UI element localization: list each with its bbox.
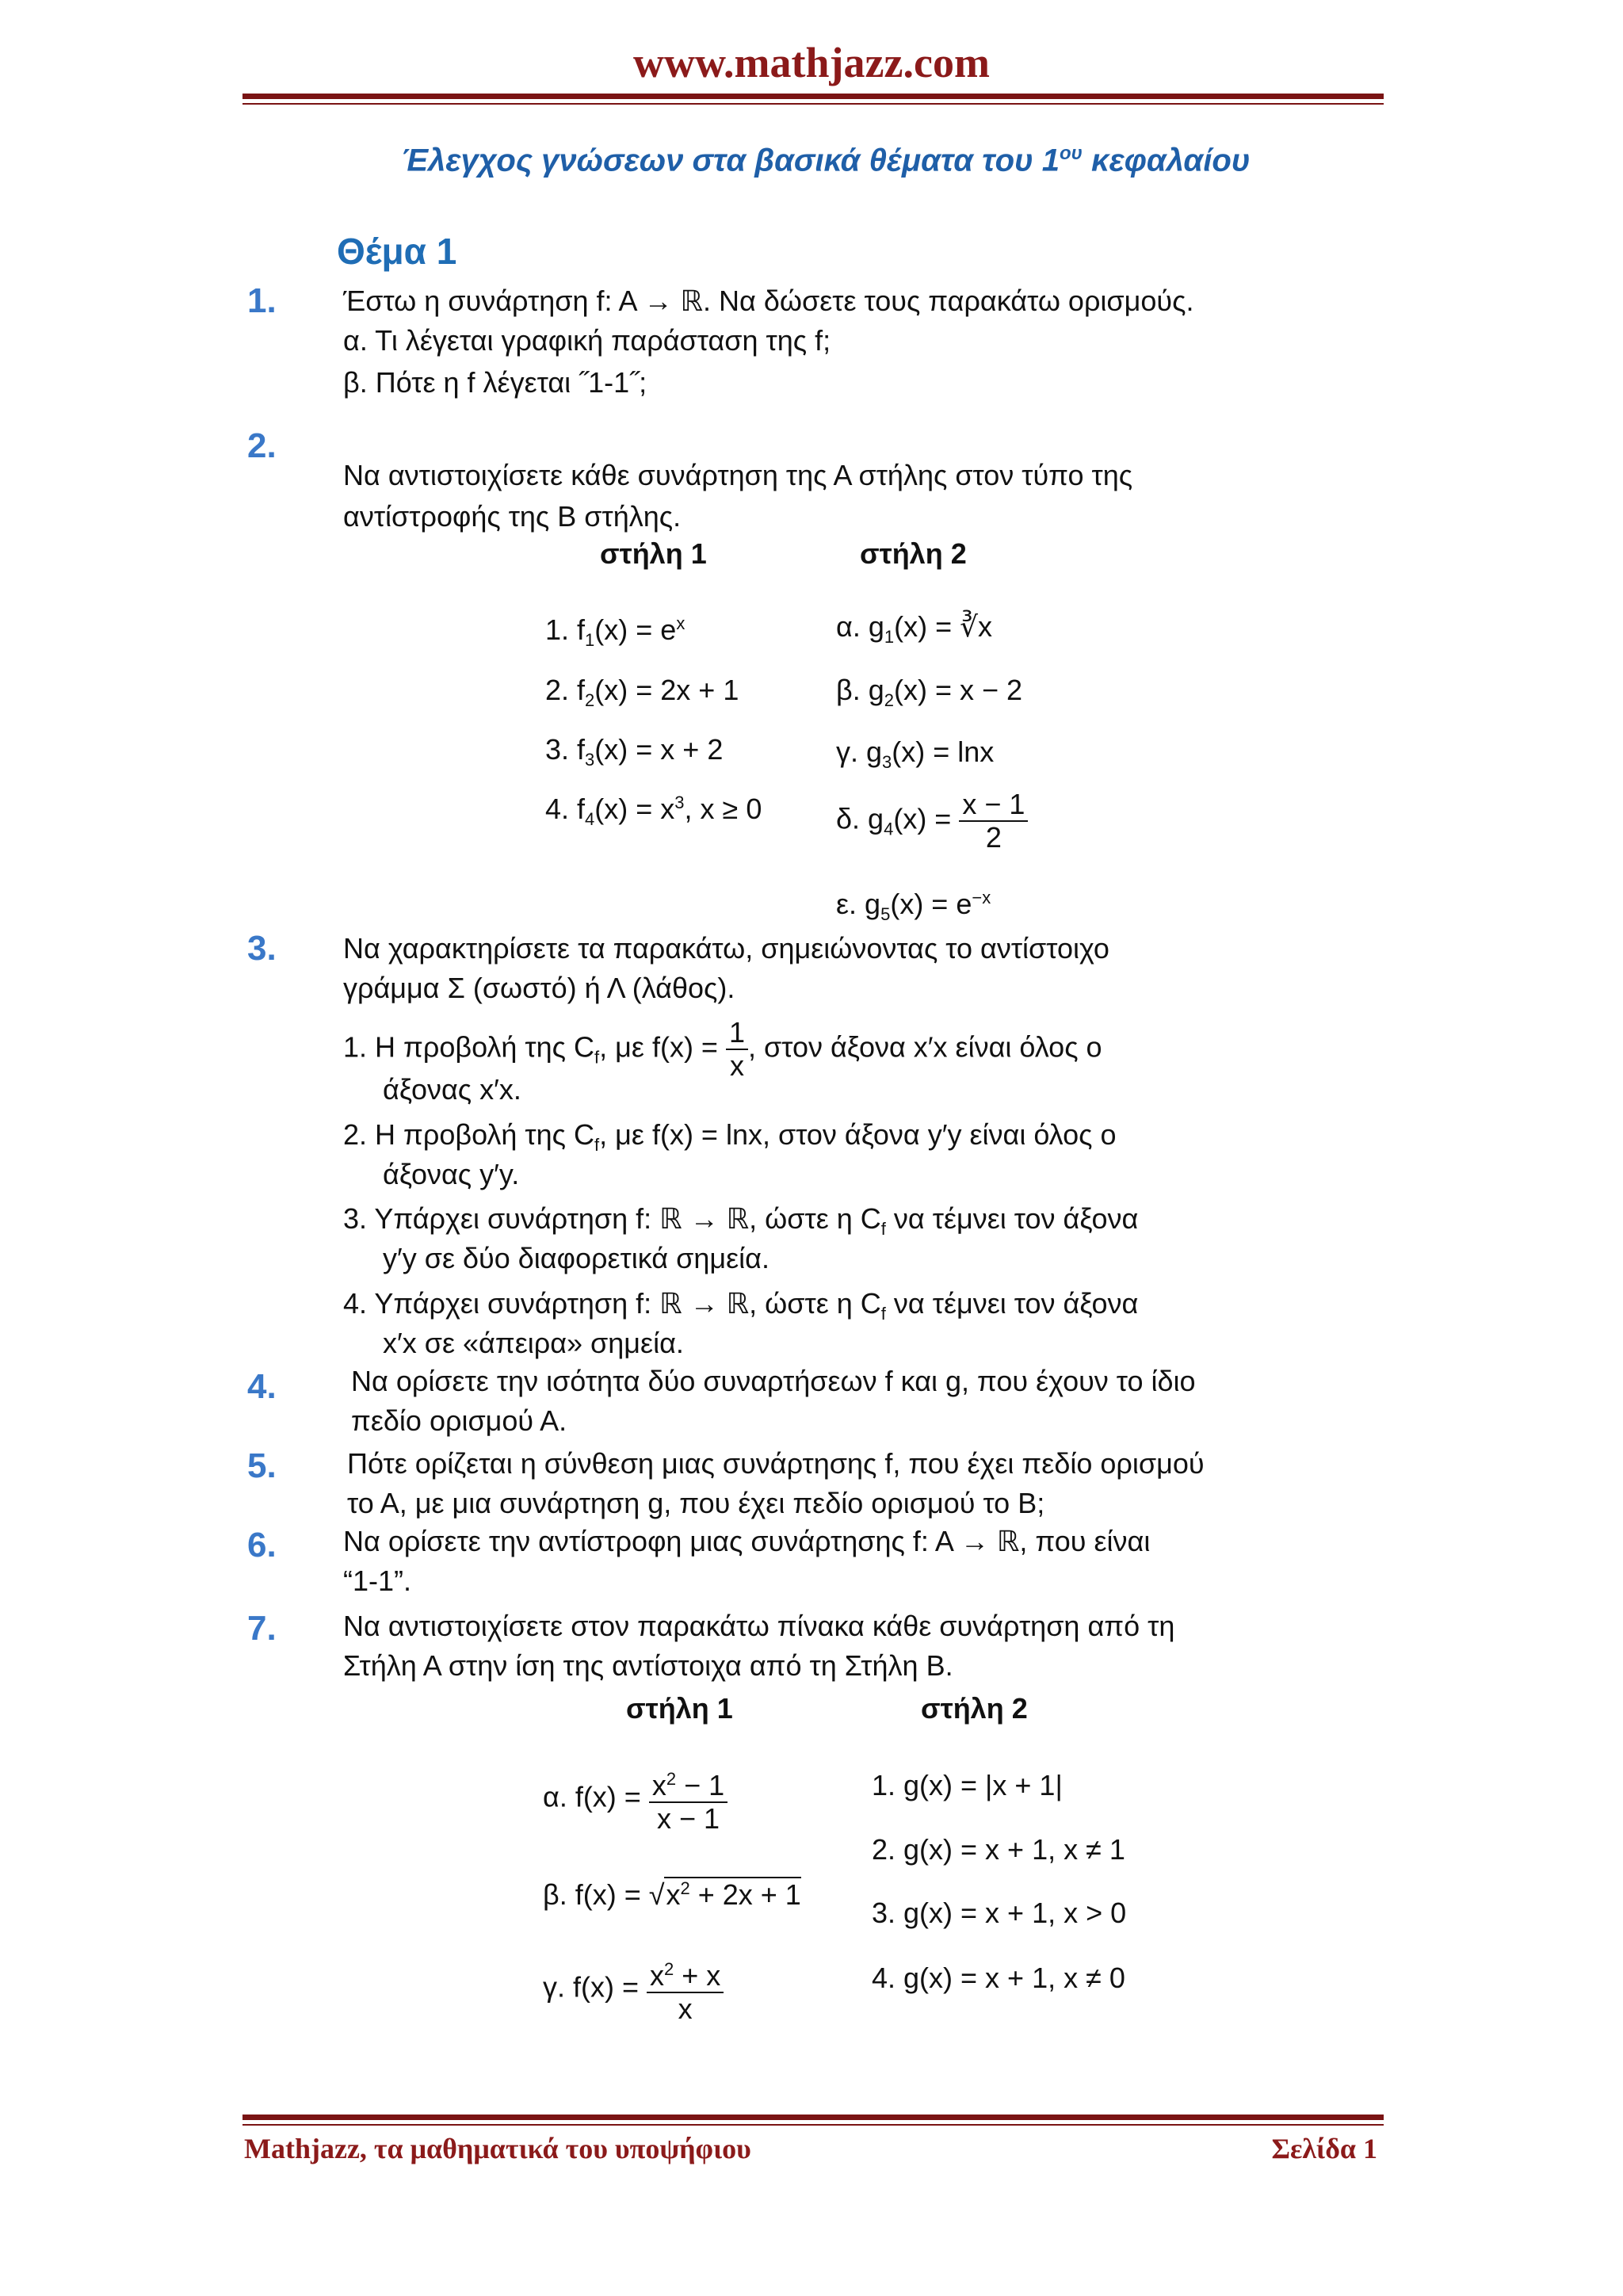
q2-column-2-header: στήλη 2: [860, 537, 967, 570]
q2-text-line1: Να αντιστοιχίσετε κάθε συνάρτηση της Α στήλης στον τύπο της: [343, 459, 1133, 491]
q7-text-line1: Να αντιστοιχίσετε στον παρακάτω πίνακα κάθε συνάρτηση από τη: [343, 1610, 1175, 1642]
q7-left-item-a: α. f(x) = $\frac{x^2 - 1}{x - 1}$: [543, 1763, 727, 1835]
q7-right-item-3: 3. g(x) = x + 1, x > 0: [872, 1897, 1127, 1929]
q2-right-item-5: ε. $g_5(x) = e^{-x}$: [836, 888, 991, 925]
q3-text-line2: γράμμα Σ (σωστό) ή Λ (λάθος).: [343, 972, 735, 1004]
site-url: www.mathjazz.com: [633, 39, 990, 86]
q6-text-line2: “1-1”.: [343, 1564, 412, 1597]
q3-item-4-cont: x′x σε «άπειρα» σημεία.: [383, 1327, 684, 1359]
q4-text-line1: Να ορίσετε την ισότητα δύο συναρτήσεων f και g, που έχουν το ίδιο: [351, 1365, 1196, 1397]
page-subtitle: Έλεγχος γνώσεων στα βασικά θέματα του $1^{o\upsilon}$ κεφαλαίου: [401, 143, 1251, 178]
q6-text-line1: Να ορίσετε την αντίστροφη μιας συνάρτησης f: A → ℝ, που είναι: [343, 1525, 1151, 1557]
q2-right-item-4: δ. $g_4(x)$ = $\frac{x - 1}{2}$: [836, 789, 1028, 854]
q3-item-4: 4. Υπάρχει συνάρτηση f: ℝ → ℝ, ώστε η $C_f$ να τέμνει τον άξονα: [343, 1287, 1139, 1324]
question-number-7: 7.: [247, 1609, 277, 1648]
q3-item-1: 1. Η προβολή της $C_f$, με f(x) = $\frac{1}{x}$ , στον άξονα x′x είναι όλος ο: [343, 1016, 1102, 1082]
q2-r4-fraction: $\frac{x - 1}{2}$: [959, 789, 1028, 854]
q3-item-3: 3. Υπάρχει συνάρτηση f: ℝ → ℝ, ώστε η $C_f$ να τέμνει τον άξονα: [343, 1202, 1139, 1240]
question-number-4: 4.: [247, 1367, 277, 1406]
q3-item-3-cont: y′y σε δύο διαφορετικά σημεία.: [383, 1242, 769, 1274]
q7-column-2-header: στήλη 2: [921, 1692, 1028, 1725]
q7-b-radicand: $x^2 + 2x + 1$: [666, 1878, 801, 1911]
question-number-5: 5.: [247, 1446, 277, 1485]
q2-right-item-2: β. $g_2(x) = x - 2$: [836, 674, 1023, 711]
q7-a-fraction: $\frac{x^2 - 1}{x - 1}$: [649, 1763, 727, 1835]
footer-title: Mathjazz, τα μαθηματικά του υποψήφιου: [244, 2133, 751, 2164]
footer-rule-thick: [242, 2115, 1384, 2120]
q2-left-item-3: 3. $f_3(x) = x + 2$: [545, 733, 724, 770]
q1-part-b: β. Πότε η f λέγεται ˝1-1˝;: [343, 366, 647, 399]
question-number-2: 2.: [247, 426, 277, 465]
q7-left-item-b: β. $f(x) = √x^2 + 2x + 1$: [543, 1878, 801, 1911]
page-number: Σελίδα 1: [1271, 2133, 1377, 2164]
q2-left-item-1: 1. $f_1(x) = e^x$: [545, 613, 685, 651]
q2-column-1-header: στήλη 1: [600, 537, 707, 570]
q2-left-item-4: 4. $f_4(x) = x^3$, x ≥ 0: [545, 793, 762, 830]
question-number-6: 6.: [247, 1526, 277, 1564]
q2-right-item-1: α. $g_1(x)$ = ∛x: [836, 610, 993, 648]
q3-text-line1: Να χαρακτηρίσετε τα παρακάτω, σημειώνοντας το αντίστοιχο: [343, 932, 1109, 965]
footer-rule-thin: [242, 2124, 1384, 2126]
q3-i1-fraction: $\frac{1}{x}$: [726, 1017, 748, 1082]
q7-left-item-c: γ. f(x) = $\frac{x^2 + x}{x}$: [543, 1954, 724, 2025]
q2-text-line2: αντίστροφής της Β στήλης.: [343, 500, 682, 533]
header-rule-thick: [242, 94, 1384, 99]
q7-column-1-header: στήλη 1: [626, 1692, 733, 1725]
q7-c-fraction: $\frac{x^2 + x}{x}$: [647, 1954, 724, 2025]
q3-item-2: 2. Η προβολή της $C_f$, με f(x) = lnx, στον άξονα y′y είναι όλος ο: [343, 1118, 1117, 1156]
header-rule-thin: [242, 103, 1384, 105]
question-number-1: 1.: [247, 281, 277, 320]
q5-text-line1: Πότε ορίζεται η σύνθεση μιας συνάρτησης f, που έχει πεδίο ορισμού: [347, 1447, 1205, 1480]
q3-item-2-cont: άξονας y′y.: [383, 1158, 520, 1190]
question-number-3: 3.: [247, 929, 277, 968]
q4-text-line2: πεδίο ορισμού Α.: [351, 1404, 567, 1437]
q1-part-a: α. Τι λέγεται γραφική παράσταση της f;: [343, 324, 831, 357]
section-title: Θέμα 1: [337, 231, 457, 272]
q1-intro: Έστω η συνάρτηση f: A → ℝ. Να δώσετε τους παρακάτω ορισμούς.: [343, 285, 1194, 317]
q2-right-item-3: γ. $g_3(x) = \ln x$: [836, 735, 995, 773]
q7-right-item-1: 1. g(x) = |x + 1|: [872, 1769, 1063, 1801]
q7-text-line2: Στήλη Α στην ίση της αντίστοιχα από τη Στήλη Β.: [343, 1649, 953, 1682]
q7-right-item-2: 2. g(x) = x + 1, x ≠ 1: [872, 1833, 1125, 1866]
q2-left-item-2: 2. $f_2(x) = 2x + 1$: [545, 674, 739, 711]
q3-item-1-cont: άξονας x′x.: [383, 1073, 521, 1106]
q5-text-line2: το Α, με μια συνάρτηση g, που έχει πεδίο ορισμού το Β;: [347, 1487, 1045, 1519]
q7-right-item-4: 4. g(x) = x + 1, x ≠ 0: [872, 1962, 1125, 1994]
